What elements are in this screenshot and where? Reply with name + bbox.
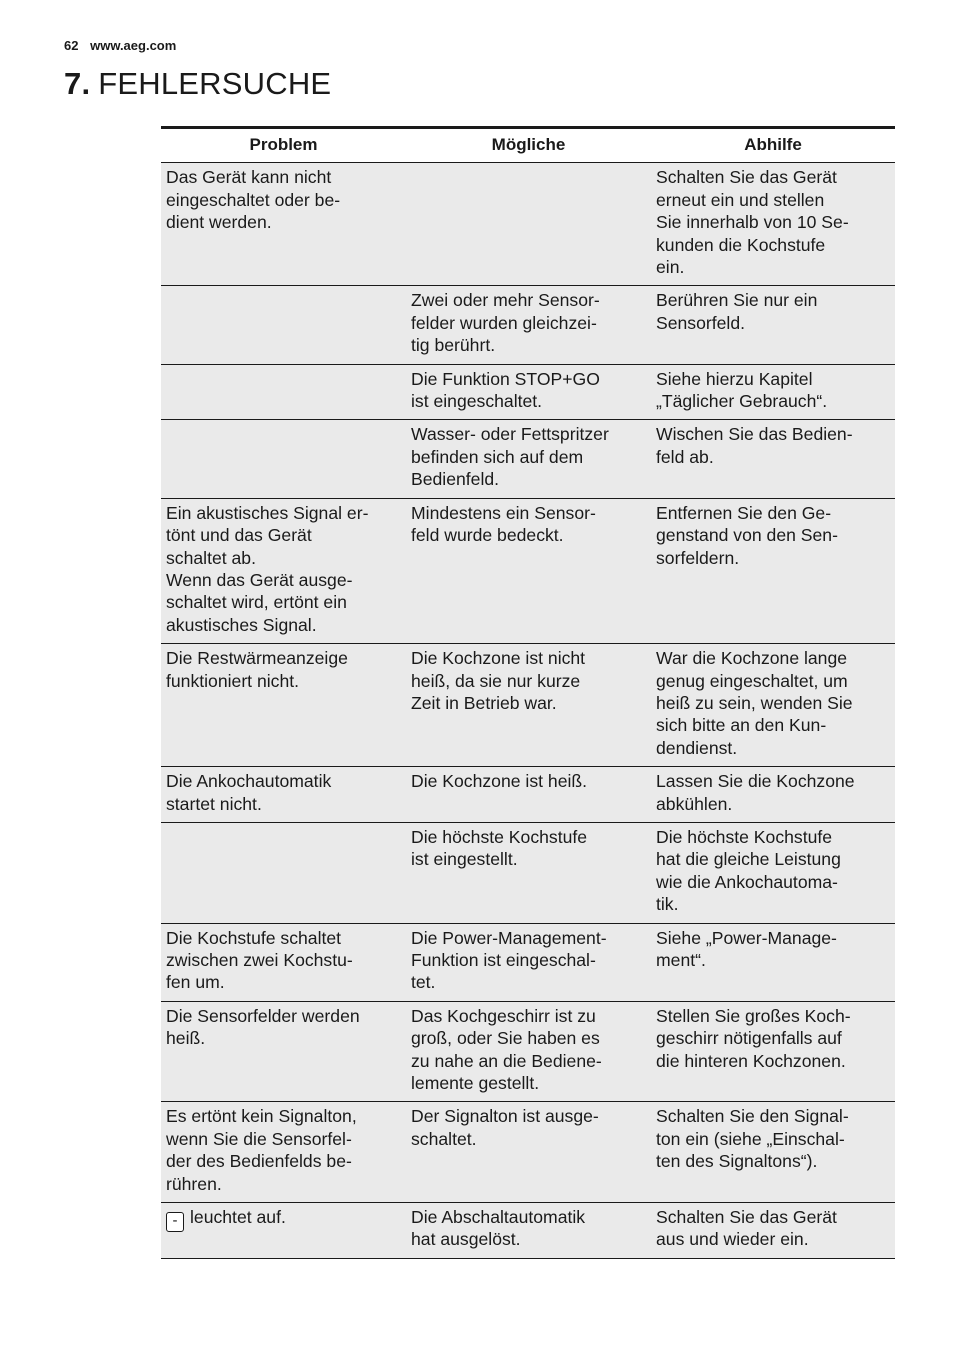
cause-cell: Die Kochzone ist nicht heiß, da sie nur kurze Zeit in Betrieb war. xyxy=(406,644,651,767)
problem-text: leuchtet auf. xyxy=(190,1207,286,1228)
cause-cell: Die Power-Management- Funktion ist eingeschal- tet. xyxy=(406,923,651,1001)
remedy-cell: Schalten Sie das Gerät erneut ein und stellen Sie innerhalb von 10 Se- kunden die Kochstufe ein. xyxy=(651,163,895,286)
chapter-heading: FEHLERSUCHE xyxy=(98,66,332,101)
problem-cell: Die Restwärmeanzeige funktioniert nicht. xyxy=(161,644,406,767)
problem-cell: Das Gerät kann nicht eingeschaltet oder be- dient werden. xyxy=(161,163,406,286)
cause-cell: Zwei oder mehr Sensor- felder wurden gleichzei- tig berührt. xyxy=(406,286,651,364)
troubleshooting-table xyxy=(161,126,895,1259)
remedy-cell: Entfernen Sie den Ge- genstand von den Sen- sorfeldern. xyxy=(651,498,895,643)
cause-cell: Wasser- oder Fettspritzer befinden sich auf dem Bedienfeld. xyxy=(406,420,651,498)
problem-cell: Es ertönt kein Signalton, wenn Sie die Sensorfel- der des Bedienfelds be- rühren. xyxy=(161,1102,406,1203)
table-row xyxy=(161,1203,895,1259)
cause-cell: Die höchste Kochstufe ist eingestellt. xyxy=(406,822,651,923)
cause-cell: Der Signalton ist ausge- schaltet. xyxy=(406,1102,651,1203)
remedy-cell: Berühren Sie nur ein Sensorfeld. xyxy=(651,286,895,364)
table-row xyxy=(161,767,895,823)
website-link[interactable]: www.aeg.com xyxy=(90,38,177,53)
table-row xyxy=(161,420,895,498)
table-row xyxy=(161,822,895,923)
problem-cell: Die Sensorfelder werden heiß. xyxy=(161,1001,406,1102)
remedy-cell: Siehe hierzu Kapitel „Täglicher Gebrauch“. xyxy=(651,364,895,420)
remedy-cell: War die Kochzone lange genug eingeschaltet, um heiß zu sein, wenden Sie sich bitte an den Kun- dendienst. xyxy=(651,644,895,767)
problem-cell xyxy=(161,420,406,498)
chapter-number: 7. xyxy=(64,66,91,101)
remedy-cell: Schalten Sie das Gerät aus und wieder ein. xyxy=(651,1203,895,1259)
table-header-row xyxy=(161,128,895,163)
column-header-remedy: Abhilfe xyxy=(651,128,895,163)
cause-cell: Die Funktion STOP+GO ist eingeschaltet. xyxy=(406,364,651,420)
column-header-cause: Mögliche xyxy=(406,128,651,163)
display-dash-symbol: - xyxy=(166,1212,184,1232)
chapter-title xyxy=(64,66,331,102)
table-row xyxy=(161,286,895,364)
remedy-cell: Die höchste Kochstufe hat die gleiche Leistung wie die Ankochautoma- tik. xyxy=(651,822,895,923)
table-row xyxy=(161,364,895,420)
table-row xyxy=(161,1102,895,1203)
problem-cell xyxy=(161,286,406,364)
problem-cell xyxy=(161,364,406,420)
table-row xyxy=(161,1001,895,1102)
cause-cell: Mindestens ein Sensor- feld wurde bedeckt. xyxy=(406,498,651,643)
problem-cell xyxy=(161,822,406,923)
problem-cell: Die Ankochautomatik startet nicht. xyxy=(161,767,406,823)
page-header xyxy=(64,38,176,53)
table-row xyxy=(161,923,895,1001)
remedy-cell: Lassen Sie die Kochzone abkühlen. xyxy=(651,767,895,823)
table-row xyxy=(161,498,895,643)
remedy-cell: Schalten Sie den Signal- ton ein (siehe „Einschal- ten des Signaltons“). xyxy=(651,1102,895,1203)
problem-cell: Die Kochstufe schaltet zwischen zwei Kochstu- fen um. xyxy=(161,923,406,1001)
page-number: 62 xyxy=(64,38,79,53)
problem-cell: Ein akustisches Signal er- tönt und das Gerät schaltet ab. Wenn das Gerät ausge- schaltet wird, ertönt ein akustisches Signal. xyxy=(161,498,406,643)
table-row xyxy=(161,163,895,286)
table-row xyxy=(161,644,895,767)
remedy-cell: Stellen Sie großes Koch- geschirr nötigenfalls auf die hinteren Kochzonen. xyxy=(651,1001,895,1102)
remedy-cell: Wischen Sie das Bedien- feld ab. xyxy=(651,420,895,498)
cause-cell: Das Kochgeschirr ist zu groß, oder Sie haben es zu nahe an die Bediene- lemente gestellt. xyxy=(406,1001,651,1102)
problem-cell xyxy=(161,1203,406,1259)
remedy-cell: Siehe „Power-Manage- ment“. xyxy=(651,923,895,1001)
cause-cell xyxy=(406,163,651,286)
cause-cell: Die Abschaltautomatik hat ausgelöst. xyxy=(406,1203,651,1259)
cause-cell: Die Kochzone ist heiß. xyxy=(406,767,651,823)
column-header-problem: Problem xyxy=(161,128,406,163)
